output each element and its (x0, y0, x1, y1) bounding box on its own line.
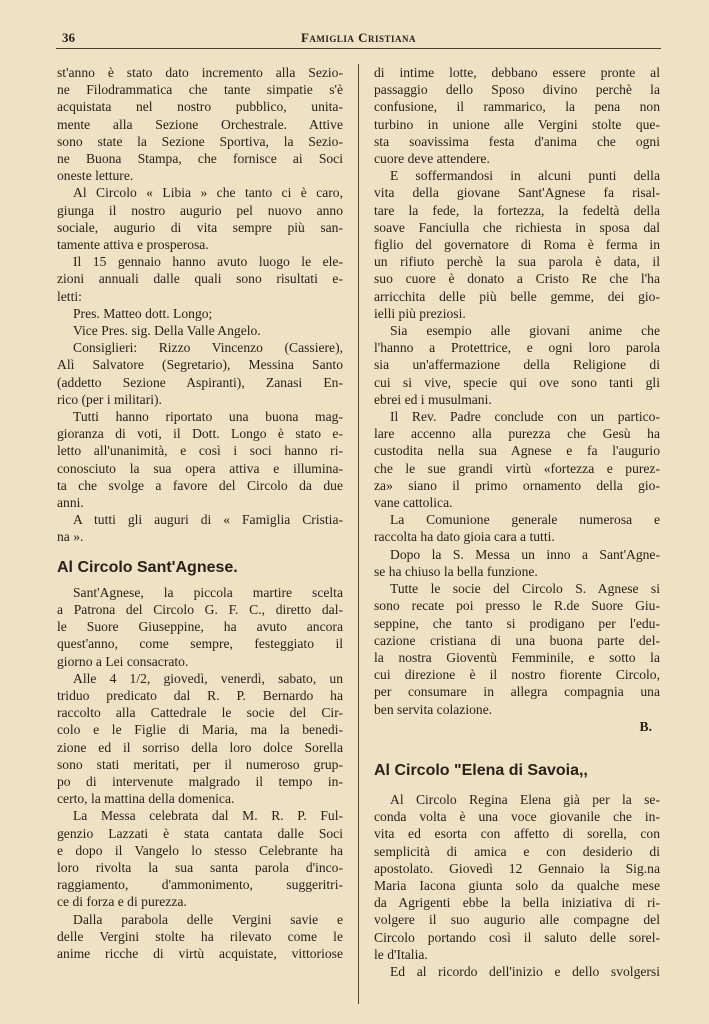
text-line: letti: (57, 288, 82, 304)
text-line: Dopo la S. Messa un inno a Sant'Agne- (390, 546, 660, 562)
text-line: delle Vergini stolte ha rilevato come le (57, 928, 343, 944)
text-line: anni. (57, 495, 84, 511)
text-line: arricchita delle più belle gemme, dei gio- (374, 288, 660, 304)
text-line: Alle 4 1/2, giovedì, venerdì, sabato, un (73, 670, 343, 686)
text-line: le d'Italia. (374, 946, 428, 962)
text-line: ebrei ed i musulmani. (374, 391, 492, 407)
column-divider (358, 64, 359, 1004)
paragraph (374, 64, 660, 167)
text-line: Tutti hanno riportato una buona mag- (73, 409, 343, 425)
text-line: Ed al ricordo dell'inizio e dello svolgersi (390, 963, 660, 979)
page-number: 36 (62, 30, 75, 45)
text-line: soave Fanciulla che richiesta in sposa dal (374, 219, 660, 235)
text-line: gioranza di voti, il Dott. Longo è stato e- (57, 426, 343, 442)
text-line: certo, la mattina della domenica. (57, 791, 235, 807)
text-line: apostolato. Giovedì 12 Gennaio la Sig.na (374, 860, 660, 876)
paragraph (57, 184, 343, 253)
paragraph (374, 322, 660, 408)
text-line: se ha chiuso la bella funzione. (374, 563, 538, 579)
text-line: loro rivolta la sua santa parola d'inco- (57, 859, 343, 875)
text-line: a Patrona del Circolo G. F. C., diretto dal- (57, 601, 343, 617)
text-line: vita della giovane Sant'Agnese fa risal- (374, 185, 660, 201)
text-line: Vice Pres. sig. Della Valle Angelo. (73, 323, 261, 339)
text-line: confusione, il rammarico, la pena non (374, 99, 660, 115)
text-line: st'anno è stato dato incremento alla Sezio- (57, 65, 343, 80)
text-line: raggiamento, d'ammonimento, suggeritri- (57, 877, 343, 893)
paragraph (57, 305, 343, 322)
paragraph (374, 511, 660, 545)
section-heading: Al Circolo "Elena di Savoia,, (374, 761, 588, 779)
paragraph (57, 339, 343, 408)
signature: B. (639, 718, 652, 734)
text-line: tare la fede, la fortezza, la fedeltà della (374, 202, 660, 218)
text-line: letto all'unanimità, e così i soci hanno ri- (57, 443, 343, 459)
text-line: passaggio dello Sposo divino perchè la (374, 82, 660, 98)
text-line: la nostra Gioventù Femminile, e sotto la (374, 649, 660, 665)
paragraph (57, 807, 343, 910)
text-line: e dopo il Vangelo lo stesso Celebrante ha (57, 842, 343, 858)
text-line: na ». (57, 529, 84, 545)
text-line: sono stati meritati, per il numeroso grup- (57, 756, 343, 772)
text-line: zione ed il sorriso della loro dolce Sorella (57, 739, 343, 755)
left-column (57, 64, 343, 962)
text-line: quest'anno, come sempre, festeggiato il (57, 636, 343, 652)
text-line: Dalla parabola delle Vergini savie e (73, 911, 343, 927)
paragraph (57, 253, 343, 305)
paragraph (57, 408, 343, 511)
text-line: giunga il nostro augurio pel nuovo anno (57, 202, 343, 218)
paragraph (57, 670, 343, 808)
text-line: suo cuore è donato a Cristo Re che l'ha (374, 271, 660, 287)
paragraph (374, 167, 660, 322)
text-line: raccolta ha dato gioia cara a tutti. (374, 529, 555, 545)
text-line: ne Buona Stampa, che fornisce ai Soci (57, 151, 343, 167)
text-line: ce di forza e di purezza. (57, 894, 187, 910)
text-line: La Comunione generale numerosa e (390, 512, 660, 528)
paragraph (374, 546, 660, 580)
text-line: un rifiuto perchè la sua parola è data, il (374, 254, 660, 270)
text-line: oneste letture. (57, 168, 134, 184)
text-line: ne Filodrammatica che tante simpatie s'è (57, 82, 343, 98)
right-column (374, 64, 660, 980)
text-line: Consiglieri: Rizzo Vincenzo (Cassiere), (73, 340, 343, 356)
text-line: sono recate poi presso le R.de Suore Giu- (374, 598, 660, 614)
text-line: triduo predicato dal R. P. Bernardo ha (57, 687, 343, 703)
text-line: per consumare in allegra compagnia una (374, 684, 660, 700)
text-line: La Messa celebrata dal M. R. P. Ful- (73, 808, 343, 824)
paragraph (374, 580, 660, 718)
text-line: giorno a Lei consacrato. (57, 653, 189, 669)
text-line: che le sue grandi virtù «fortezza e purez- (374, 460, 660, 476)
text-line: Tutte le socie del Circolo S. Agnese si (390, 581, 660, 597)
text-line: colo e le Figlie di Maria, ma la benedi- (57, 722, 343, 738)
paragraph (57, 511, 343, 545)
text-line: vita ed esorta con affetto di sorella, con (374, 826, 660, 842)
paragraph (374, 408, 660, 511)
text-line: sociale, augurio di vita sempre più san- (57, 219, 343, 235)
text-line: raccolto alla Cattedrale le socie del Cir- (57, 705, 343, 721)
text-line: Al Circolo « Libia » che tanto ci è caro, (73, 185, 343, 201)
text-line: Il Rev. Padre conclude con un partico- (390, 409, 660, 425)
text-line: cuore deve attendere. (374, 151, 490, 167)
text-line: custodita nella sua Agnese e fa l'augurio (374, 443, 660, 459)
paragraph (374, 791, 660, 963)
page-header (56, 28, 661, 49)
text-line: seppine, che tanto si prodigano per l'edu- (374, 615, 660, 631)
text-line: rico (per i militari). (57, 391, 162, 407)
paragraph (374, 963, 660, 980)
text-line: lare accenno alla purezza che Gesù ha (374, 426, 660, 442)
text-line: zioni annuali dalle quali sono risultati e- (57, 271, 343, 287)
text-line: A tutti gli auguri di « Famiglia Cristia- (73, 512, 343, 528)
text-line: mente alla Sezione Orchestrale. Attive (57, 116, 343, 132)
text-line: E soffermandosi in alcuni punti della (390, 168, 660, 184)
text-line: za» siano il primo ornamento della gio- (374, 477, 660, 493)
text-line: Pres. Matteo dott. Longo; (73, 305, 213, 321)
text-line: ielli più preziosi. (374, 305, 466, 321)
paragraph (57, 322, 343, 339)
section-heading: Al Circolo Sant'Agnese. (57, 558, 238, 576)
text-line: Maria Iacona giunta solo da qualche mese (374, 877, 660, 893)
text-line: Sant'Agnese, la piccola martire scelta (73, 584, 343, 600)
text-line: semplicità di amica e con desiderio di (374, 843, 660, 859)
text-line: sono state la Sezione Sportiva, la Sezio- (57, 133, 343, 149)
text-line: volgere il suo augurio alle compagne del (374, 912, 660, 928)
paragraph (57, 64, 343, 184)
text-line: acquistata nel nostro pubblico, unita- (57, 99, 343, 115)
text-line: conosciuto la sua opera attiva e illumina- (57, 460, 343, 476)
text-line: anime ricche di virtù acquistate, vittoriose (57, 945, 343, 961)
text-line: po di intervenute malgrado il tempo in- (57, 773, 343, 789)
text-line: (addetto Sezione Aspiranti), Zanasi En- (57, 374, 343, 390)
text-line: cui direzione è il nostro fiorente Circolo, (374, 667, 660, 683)
text-line: sta soavissima festa d'anima che ogni (374, 133, 660, 149)
text-line: sia un'affermazione della Religione di (374, 357, 660, 373)
text-line: vane cattolica. (374, 495, 453, 511)
text-line: cazione cristiana di una buona parte del- (374, 632, 660, 648)
text-line: Sia esempio alle giovani anime che (390, 323, 660, 339)
text-line: Il 15 gennaio hanno avuto luogo le ele- (73, 254, 343, 270)
text-line: ta che svolge a favore del Circolo da due (57, 477, 343, 493)
text-line: Al Circolo Regina Elena già per la se- (390, 791, 660, 807)
text-line: genzio Lazzati è stata cantata dalle Soci (57, 825, 343, 841)
text-line: conda volta è una voce giovanile che in- (374, 809, 660, 825)
text-line: ben servita colazione. (374, 701, 493, 717)
paragraph (57, 911, 343, 963)
text-line: cui si vive, specie qui ove sono tanti gli (374, 374, 660, 390)
text-line: l'hanno a Protettrice, e ogni loro parola (374, 340, 660, 356)
running-title: Famiglia Cristiana (300, 30, 417, 45)
text-line: le Suore Giuseppine, ha avuto ancora (57, 619, 343, 635)
paragraph (57, 584, 343, 670)
text-line: da Agrigenti ebbe la bella iniziativa di ri- (374, 895, 660, 911)
text-line: tamente attiva e prosperosa. (57, 237, 209, 253)
text-line: turbino in unione alle Vergini stolte que- (374, 116, 660, 132)
text-line: figlio del governatore di Roma è ferma in (374, 237, 660, 253)
text-line: di intime lotte, debbano essere pronte al (374, 65, 660, 80)
text-line: Alì Salvatore (Segretario), Messina Santo (57, 357, 343, 373)
text-line: Circolo portando così il saluto delle sorel- (374, 929, 660, 945)
